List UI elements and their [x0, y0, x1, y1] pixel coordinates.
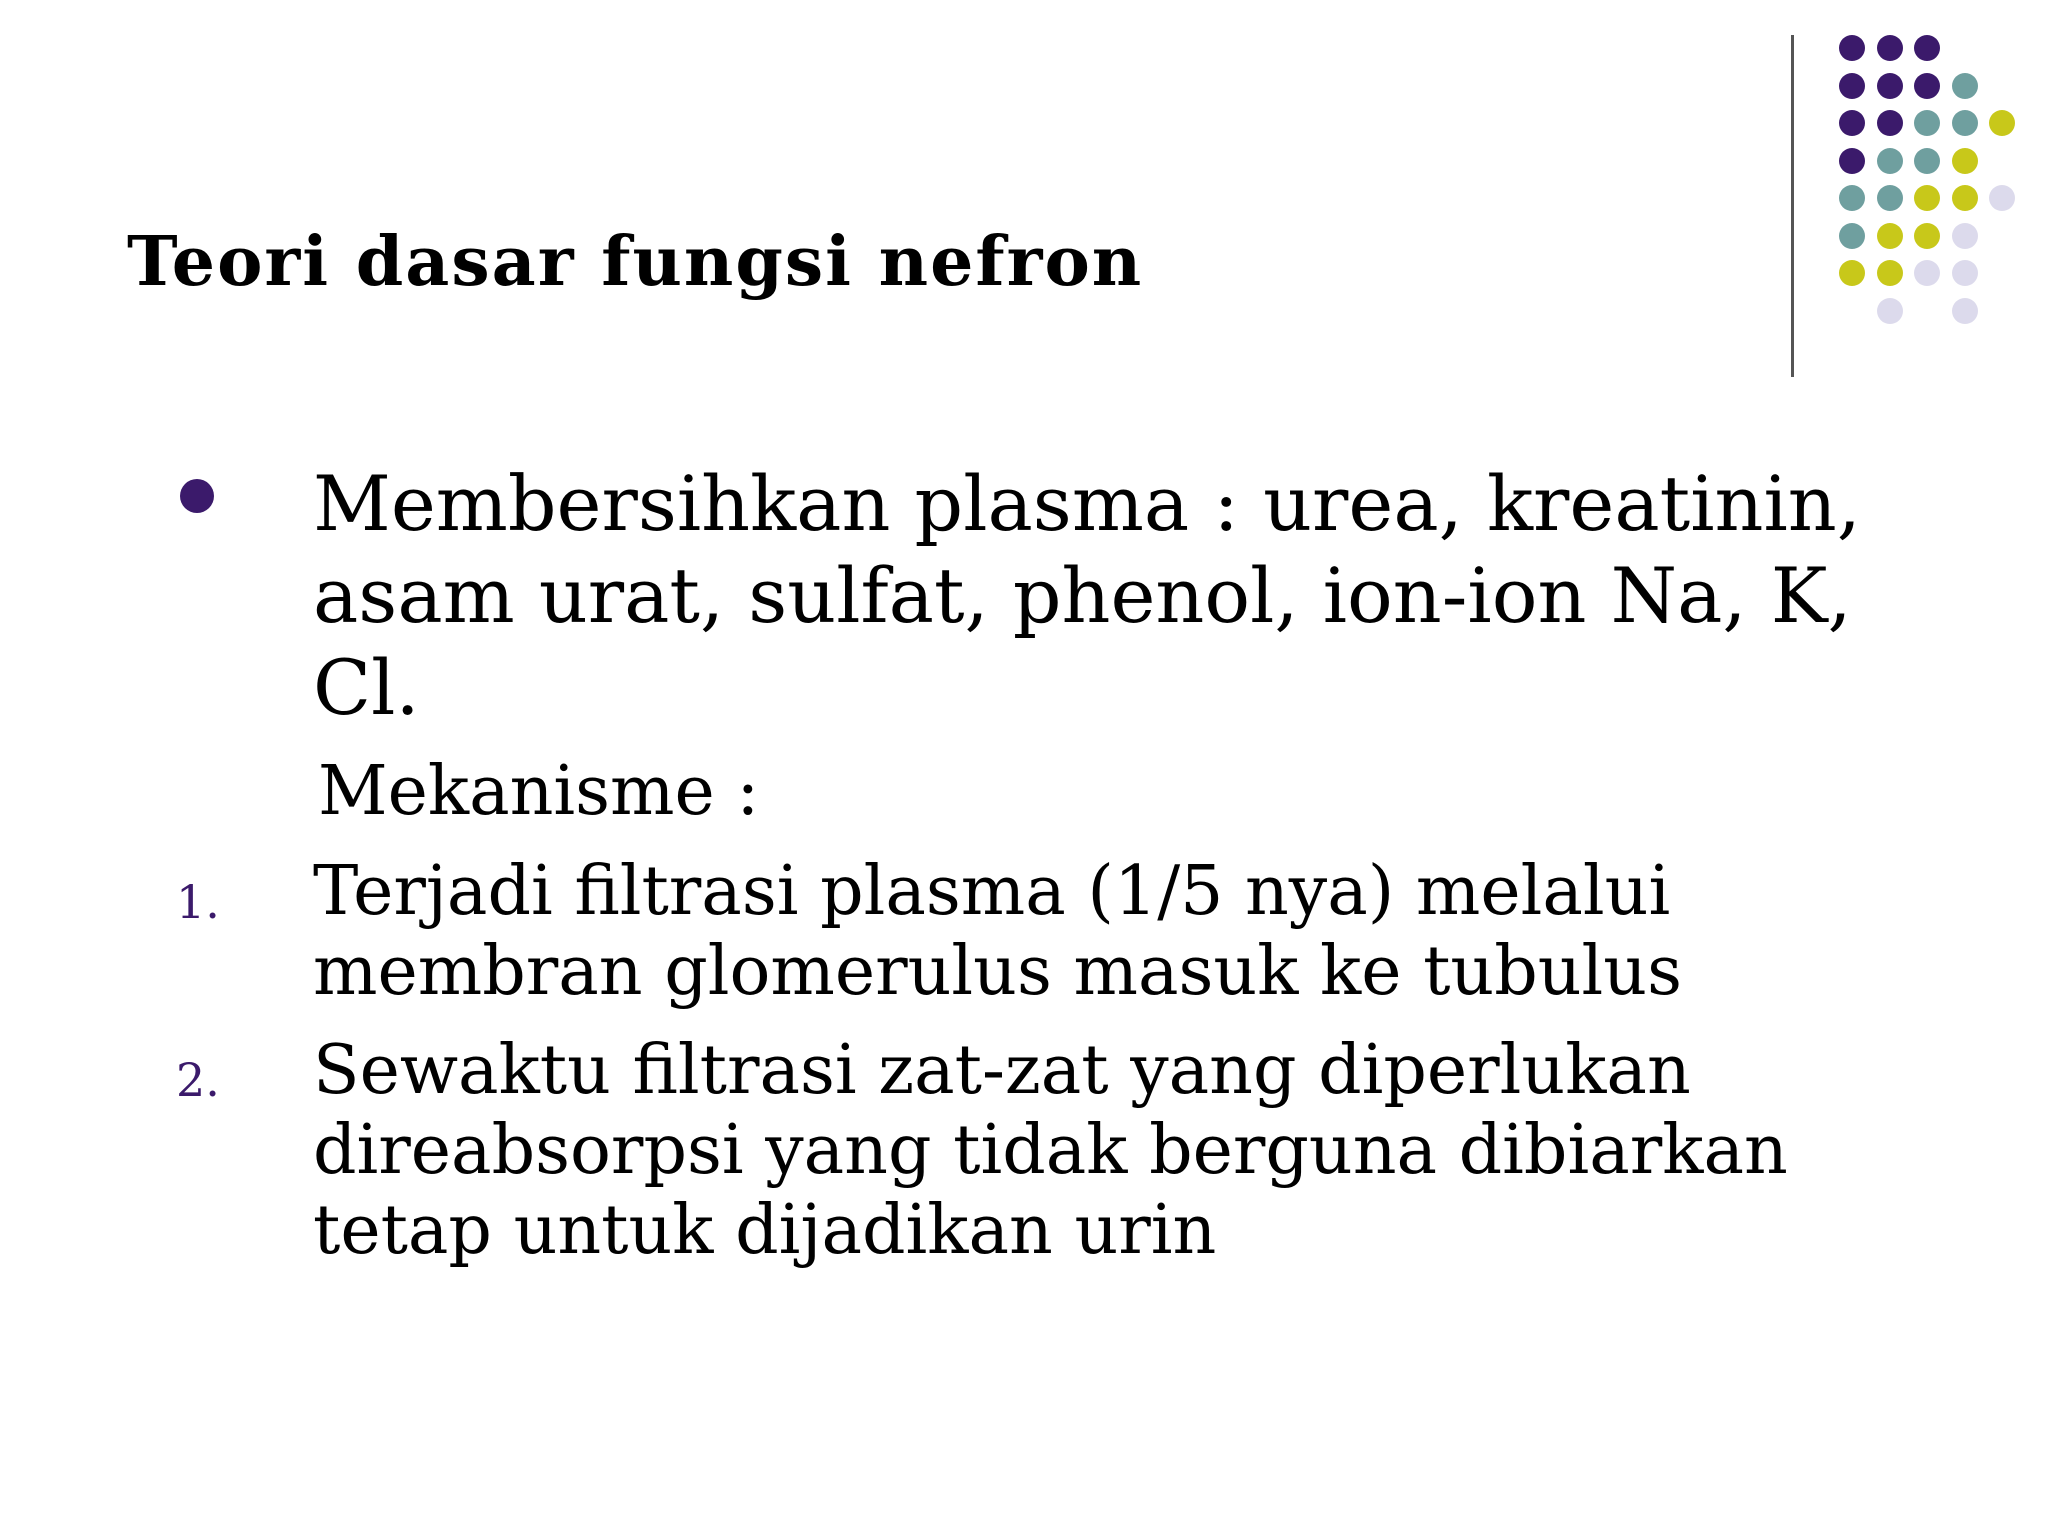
- decoration-dot: [1914, 223, 1940, 249]
- title-divider: [1791, 35, 1794, 377]
- decoration-dot: [1839, 148, 1865, 174]
- decoration-dot: [1839, 260, 1865, 286]
- decoration-dot: [1877, 260, 1903, 286]
- decoration-dot: [1989, 110, 2015, 136]
- decoration-dot: [1989, 185, 2015, 211]
- bullet-text: Membersihkan plasma : urea, kreatinin, asam urat, sulfat, phenol, ion-ion Na, K, Cl.: [313, 459, 1861, 732]
- decoration-dot: [1877, 298, 1903, 324]
- decoration-dot: [1952, 148, 1978, 174]
- decoration-dot: [1914, 110, 1940, 136]
- bullet-icon: [180, 479, 214, 513]
- decoration-dot: [1952, 185, 1978, 211]
- decoration-dot: [1952, 260, 1978, 286]
- decoration-dot: [1914, 73, 1940, 99]
- step-number: 1.: [176, 875, 220, 929]
- decoration-dot: [1839, 35, 1865, 61]
- decoration-dot: [1914, 35, 1940, 61]
- decoration-dot: [1877, 73, 1903, 99]
- decoration-dot: [1952, 110, 1978, 136]
- step-text: Terjadi filtrasi plasma (1/5 nya) melalui membran glomerulus masuk ke tubulus: [313, 852, 1682, 1011]
- decoration-dot: [1877, 148, 1903, 174]
- decoration-dot: [1839, 223, 1865, 249]
- decoration-dot: [1839, 110, 1865, 136]
- decoration-dot: [1952, 73, 1978, 99]
- decoration-dot: [1877, 223, 1903, 249]
- decoration-dot: [1839, 73, 1865, 99]
- decoration-dot: [1952, 223, 1978, 249]
- decoration-dot: [1877, 110, 1903, 136]
- step-text: Sewaktu filtrasi zat-zat yang diperlukan direabsorpsi yang tidak berguna dibiarkan tetap untuk dijadikan urin: [313, 1031, 1788, 1270]
- step-number: 2.: [176, 1053, 220, 1107]
- mechanism-label: Mekanisme :: [318, 752, 760, 831]
- slide-title: Teori dasar fungsi nefron: [127, 222, 1144, 302]
- decoration-dot: [1914, 185, 1940, 211]
- decoration-dot: [1839, 185, 1865, 211]
- decoration-dot: [1877, 35, 1903, 61]
- decoration-dot: [1877, 185, 1903, 211]
- decoration-dot: [1914, 260, 1940, 286]
- decoration-dot: [1952, 298, 1978, 324]
- decoration-dot: [1914, 148, 1940, 174]
